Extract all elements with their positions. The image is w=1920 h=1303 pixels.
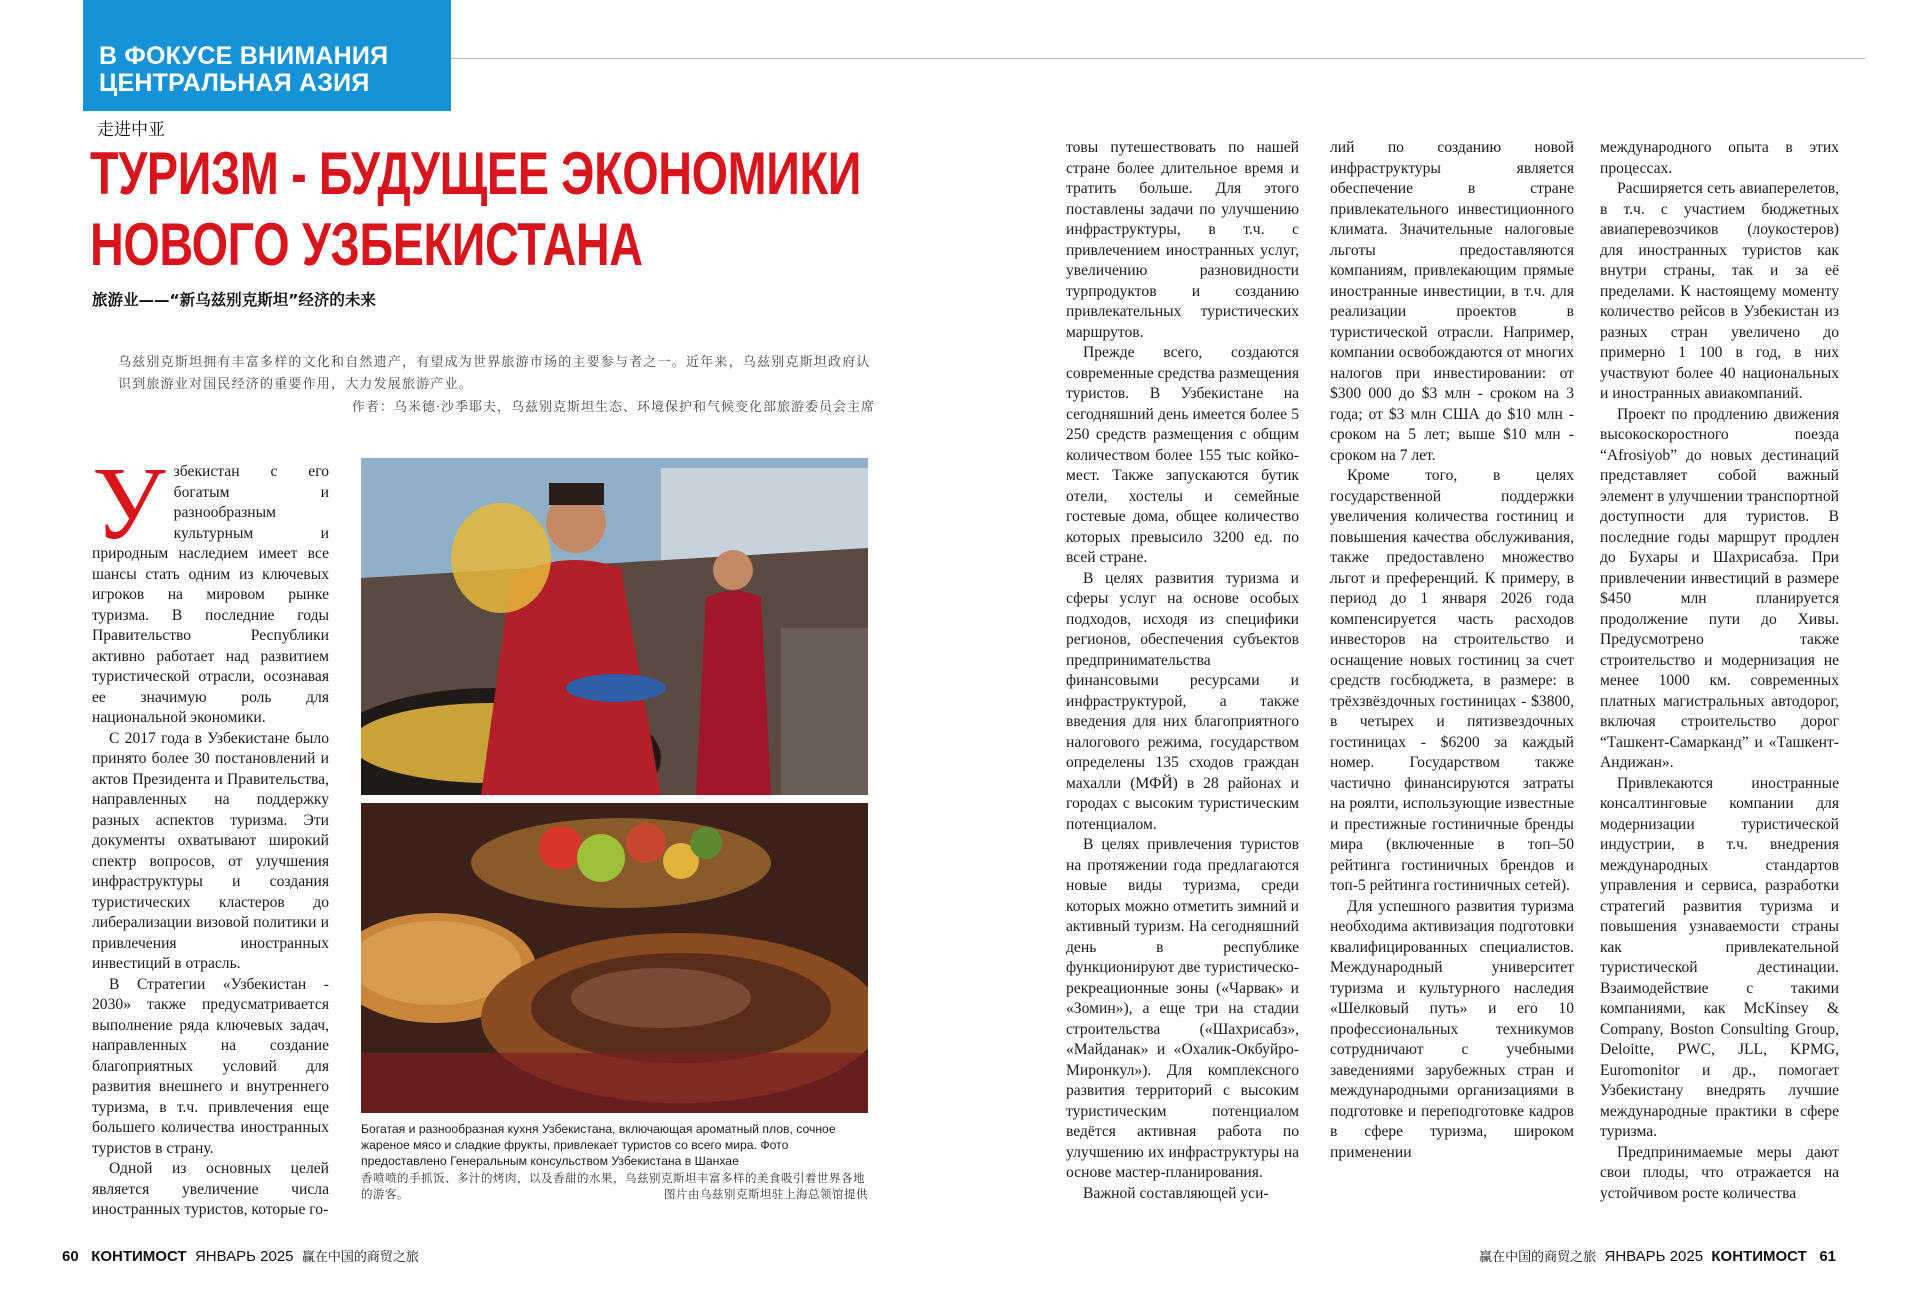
photo-chef-cooking-plov bbox=[361, 458, 868, 795]
headline-line-1: ТУРИЗМ - БУДУЩЕЕ ЭКОНОМИКИ bbox=[90, 140, 861, 207]
paragraph: Привлекаются иностранные консалтинговые компании для модернизации туристической индустрии, в т.ч. внедрения международных стандартов управления и сервиса, разработки стратегий развития туризма и повышения узнаваемости страны как привлекательной туристической дестинации. Взаимодействие с такими компаниями, как McKinsey & Company, Boston Consulting Group, Deloitte, PWC, JLL, KPMG, Euromonitor и др., помогает Узбекистану внедрять лучшие международные практики в сфере туризма. bbox=[1600, 774, 1839, 1140]
paragraph: международного опыта в этих процессах. bbox=[1600, 139, 1839, 177]
paragraph: Важной составляющей уси- bbox=[1083, 1184, 1269, 1202]
paragraph: Кроме того, в целях государственной поддержки увеличения количества гостиниц и повышения качества обслуживания, также предоставлено множество льгот и преференций. К примеру, в период до 1 января 2026 года компенсируется часть расходов инвесторов на строительство и оснащение новых гостиниц за счет средств госбюджета, в размере: в трёхзвёздочных гостиницах - $3800, в четырех и пятизвездочных гостиницах - $6200 за каждый номер. Государством также частично финансируются затраты на роялти, использующие известные и престижные гостиничные бренды мира (включенные в топ–50 рейтинга гостиничных брендов и топ-5 рейтинга гостиничных сетей). bbox=[1330, 467, 1574, 894]
cn-author: 作者：乌米德·沙季耶夫，乌兹别克斯坦生态、环境保护和气候变化部旅游委员会主席 bbox=[351, 400, 875, 415]
headline-line-2: НОВОГО УЗБЕКИСТАНА bbox=[90, 211, 643, 278]
photo-caption: Богатая и разнообразная кухня Узбекистана, включающая ароматный плов, сочное жареное мясо и сладкие фрукты, привлекает туристов со всего мира. Фото предоставлено Генеральным консульством Узбекистана в Шанхае bbox=[361, 1122, 836, 1168]
cn-rubric: 走进中亚 bbox=[97, 120, 165, 140]
cn-subtitle: 旅游业——“新乌兹别克斯坦”经济的未来 bbox=[92, 291, 376, 309]
section-rubric bbox=[83, 0, 451, 111]
article-column-3 bbox=[1330, 138, 1574, 1163]
paragraph: Проект по продлению движения высокоскоростного поезда “Afrosiyob” до новых дестинаций представляет собой важный элемент в улучшении транспортной доступности для туристов. В последние годы маршрут продлен до Бухары и Шахрисабза. При привлечении инвестиций в размере $450 млн планируется продолжение пути до Хивы. Предусмотрено также строительство и модернизация не менее 1000 км. современных платных магистральных автодорог, включая строительство дорог “Ташкент-Самарканд” и «Ташкент-Андижан». bbox=[1600, 405, 1839, 771]
paragraph: С 2017 года в Узбекистане было принято более 30 постановлений и актов Президента и Правительства, направленных на поддержку разных аспектов туризма. Эти документы охватывают широкий спектр вопросов, от улучшения инфраструктуры и создания туристических кластеров до либерализации визовой политики и привлечения иностранных инвестиций в отрасль. bbox=[92, 729, 329, 972]
article-column-4 bbox=[1600, 138, 1839, 1204]
photo-uzbek-cuisine bbox=[361, 803, 868, 1113]
paragraph: В целях привлечения туристов на протяжении года предлагаются новые виды туризма, среди которых можно отметить зимний и активный туризм. На сегодняшний день в республике функционируют две туристическо-рекреационные зоны («Чарвак» и «Зомин»), а еще три на стадии строительства («Шахрисабз», «Майданак» и «Охалик-Окбуйро-Миронкул»). Для комплексного развития территорий с высоким туристическим потенциалом ведётся активная работа по улучшению их инфраструктуры на основе мастер-планирования. bbox=[1066, 836, 1299, 1181]
top-divider bbox=[451, 58, 1865, 59]
rubric-line-1: В ФОКУСЕ ВНИМАНИЯ bbox=[99, 42, 389, 70]
article-column-2 bbox=[1066, 138, 1299, 1204]
paragraph: Для успешного развития туризма необходима активизация подготовки квалифицированных специалистов. Международный университет туризма и культурного наследия «Шелковый путь» и его 10 профессиональных техникумов сотрудничают с учебными заведениями зарубежных стран и международными организациями в подготовке и переподготовке кадров в сфере туризма, широком применении bbox=[1330, 897, 1574, 1161]
paragraph: Расширяется сеть авиаперелетов, в т.ч. с участием бюджетных авиаперевозчиков (лоукостеров) для иностранных туристов как внутри страны, так и за её пределами. К настоящему моменту количество рейсов в Узбекистан из разных стран увеличено до примерно 1 100 в год, в них участвуют более 40 национальных и иностранных авиакомпаний. bbox=[1600, 180, 1839, 402]
paragraph: В Стратегии «Узбекистан - 2030» также предусматривается выполнение ряда ключевых задач, направленных на создание благоприятных условий для развития внешнего и внутреннего туризма, в т.ч. привлечения еще большего количества иностранных туристов в страну. bbox=[92, 975, 329, 1157]
page-number-left: 60 bbox=[62, 1248, 79, 1265]
paragraph: лий по созданию новой инфраструктуры является обеспечение в стране привлекательного инвестиционного климата. Значительные налоговые льготы предоставляются компаниям, привлекающим прямые иностранные инвестиции, в т.ч. для реализации проектов в туристической отрасли. Например, компании освобождаются от многих налогов при инвестировании: от $300 000 до $3 млн - сроком на 3 года; от $3 млн США до $10 млн - сроком на 5 лет; выше $10 млн - сроком на 7 лет. bbox=[1330, 139, 1574, 464]
footer-left bbox=[62, 1246, 419, 1265]
magazine-name-right: КОНТИМОСТ bbox=[1711, 1248, 1807, 1265]
drop-cap: У bbox=[92, 446, 166, 561]
paragraph: Одной из основных целей является увеличение числа иностранных туристов, которые го- bbox=[92, 1160, 329, 1218]
paragraph: В целях развития туризма и сферы услуг на основе особых подходов, исходя из специфики регионов, обеспечения субъектов предпринимательства финансовыми ресурсами и инфраструктурой, а также введения для них благоприятного налогового режима, государством определены 135 сходов граждан махалли (МФЙ) в 28 районах и городах с высоким туристическим потенциалом. bbox=[1066, 569, 1299, 833]
paragraph: Предпринимаемые меры дают свои плоды, что отражается на устойчивом росте количества bbox=[1600, 1143, 1839, 1202]
footer-right bbox=[1479, 1246, 1836, 1265]
cn-lede: 乌兹别克斯坦拥有丰富多样的文化和自然遗产，有望成为世界旅游市场的主要参与者之一。近年来，乌兹别克斯坦政府认识到旅游业对国民经济的重要作用，大力发展旅游产业。 bbox=[118, 355, 871, 392]
article-column-1 bbox=[92, 446, 329, 1221]
photo-caption-cn: 香喷喷的手抓饭、多汁的烤肉，以及香甜的水果，乌兹别克斯坦丰富多样的美食吸引着世界各地的游客。 bbox=[361, 1171, 865, 1201]
paragraph: Прежде всего, создаются современные средства размещения туристов. В Узбекистане на сегодняшний день имеется более 5 250 средств размещения с общим количеством более 155 тыс койко-мест. Также запускаются бутик отели, хостелы и семейные гостевые дома, общее количество которых превысило 3200 ед. по всей стране. bbox=[1066, 344, 1299, 566]
photo-chef-illustration bbox=[361, 458, 868, 795]
issue-date-right: ЯНВАРЬ 2025 bbox=[1604, 1248, 1704, 1265]
photo-credit-cn: 图片由乌兹别克斯坦驻上海总领馆提供 bbox=[664, 1187, 868, 1201]
paragraph bbox=[92, 446, 329, 729]
page-number-right: 61 bbox=[1819, 1248, 1836, 1265]
paragraph-text: збекистан с его богатым и разнообразным культурным и природным наследием имеет все шансы стать одним из ключевых игроков на мировом рынке туризма. В последние годы Правительство Республики активно работает над развитием туристической отрасли, осознавая ее значимую роль для национальной экономики. bbox=[92, 463, 329, 726]
paragraph: товы путешествовать по нашей стране более длительное время и тратить больше. Для этого поставлены задачи по улучшению инфраструктуры, в т.ч. с привлечением иностранных услуг, увеличению разновидности турпродуктов и созданию привлекательных туристических маршрутов. bbox=[1066, 139, 1299, 341]
issue-date-left: ЯНВАРЬ 2025 bbox=[194, 1248, 294, 1265]
photo-cuisine-illustration bbox=[361, 803, 868, 1113]
article-headline bbox=[90, 138, 861, 280]
rubric-line-2: ЦЕНТРАЛЬНАЯ АЗИЯ bbox=[99, 69, 370, 97]
tagline-cn-left: 赢在中国的商贸之旅 bbox=[301, 1250, 419, 1265]
tagline-cn-right: 赢在中国的商贸之旅 bbox=[1479, 1250, 1597, 1265]
magazine-name-left: КОНТИМОСТ bbox=[91, 1248, 187, 1265]
